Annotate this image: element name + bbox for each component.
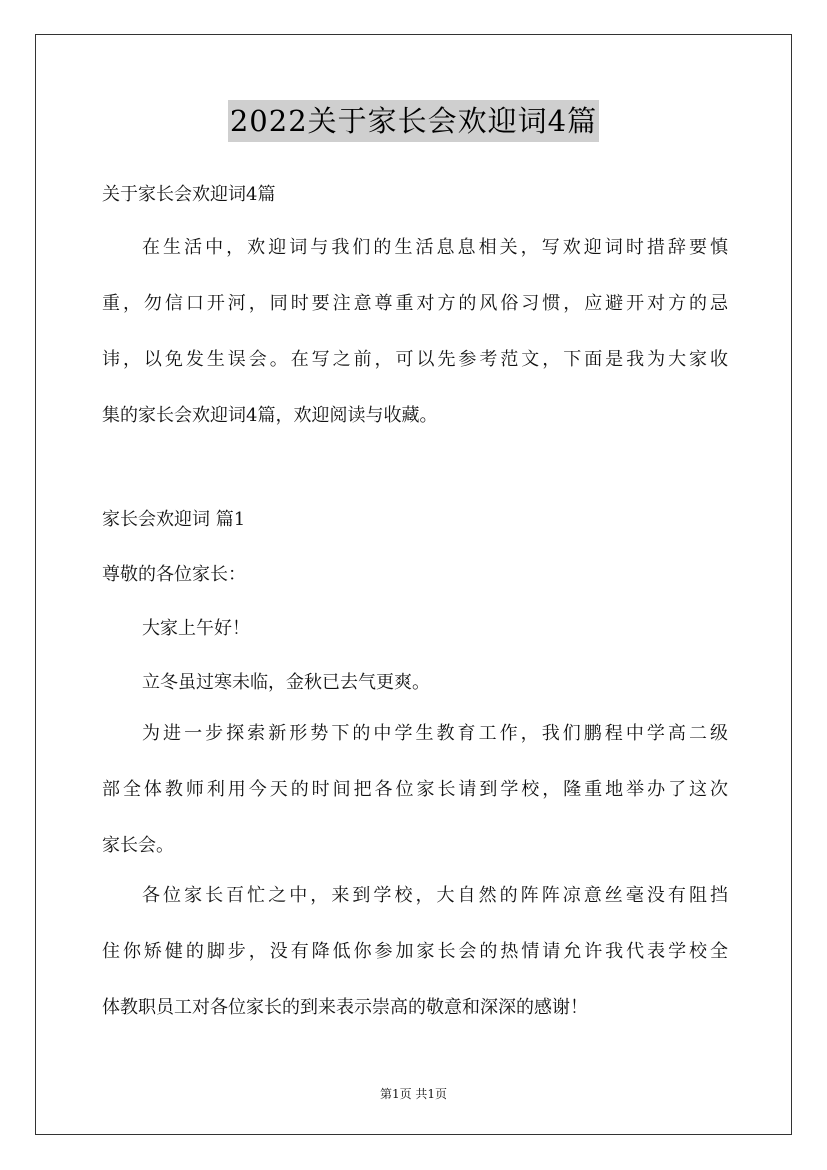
season-line: 立冬虽过寒未临，金秋已去气更爽。 — [142, 672, 430, 693]
paragraph-2 — [102, 722, 728, 890]
section-heading: 家长会欢迎词 篇1 — [102, 509, 246, 530]
salutation: 尊敬的各位家长： — [102, 564, 246, 585]
paragraph-line: 家长会。 — [102, 835, 174, 856]
paragraph-line: 为进一步探索新形势下的中学生教育工作，我们鹏程中学高二级 — [142, 723, 728, 744]
intro-paragraph — [102, 236, 728, 460]
intro-line: 集的家长会欢迎词4篇，欢迎阅读与收藏。 — [102, 405, 438, 426]
paragraph-line: 体教职员工对各位家长的到来表示崇高的敬意和深深的感谢！ — [102, 997, 588, 1018]
intro-line: 重，勿信口开河，同时要注意尊重对方的风俗习惯，应避开对方的忌 — [102, 293, 728, 314]
intro-line: 在生活中，欢迎词与我们的生活息息相关，写欢迎词时措辞要慎 — [142, 237, 728, 258]
document-subtitle: 关于家长会欢迎词4篇 — [102, 184, 276, 205]
paragraph-line: 各位家长百忙之中，来到学校，大自然的阵阵凉意丝毫没有阻挡 — [142, 885, 728, 906]
greeting: 大家上午好！ — [142, 618, 250, 639]
document-title: 2022关于家长会欢迎词4篇 — [228, 100, 599, 142]
paragraph-line: 住你矫健的脚步，没有降低你参加家长会的热情请允许我代表学校全 — [102, 941, 728, 962]
paragraph-line: 部全体教师利用今天的时间把各位家长请到学校，隆重地举办了这次 — [102, 779, 728, 800]
page-number: 第1页 共1页 — [379, 1087, 448, 1101]
title-container — [0, 100, 827, 142]
intro-line: 讳，以免发生误会。在写之前，可以先参考范文，下面是我为大家收 — [102, 349, 728, 370]
paragraph-3 — [102, 884, 728, 1052]
